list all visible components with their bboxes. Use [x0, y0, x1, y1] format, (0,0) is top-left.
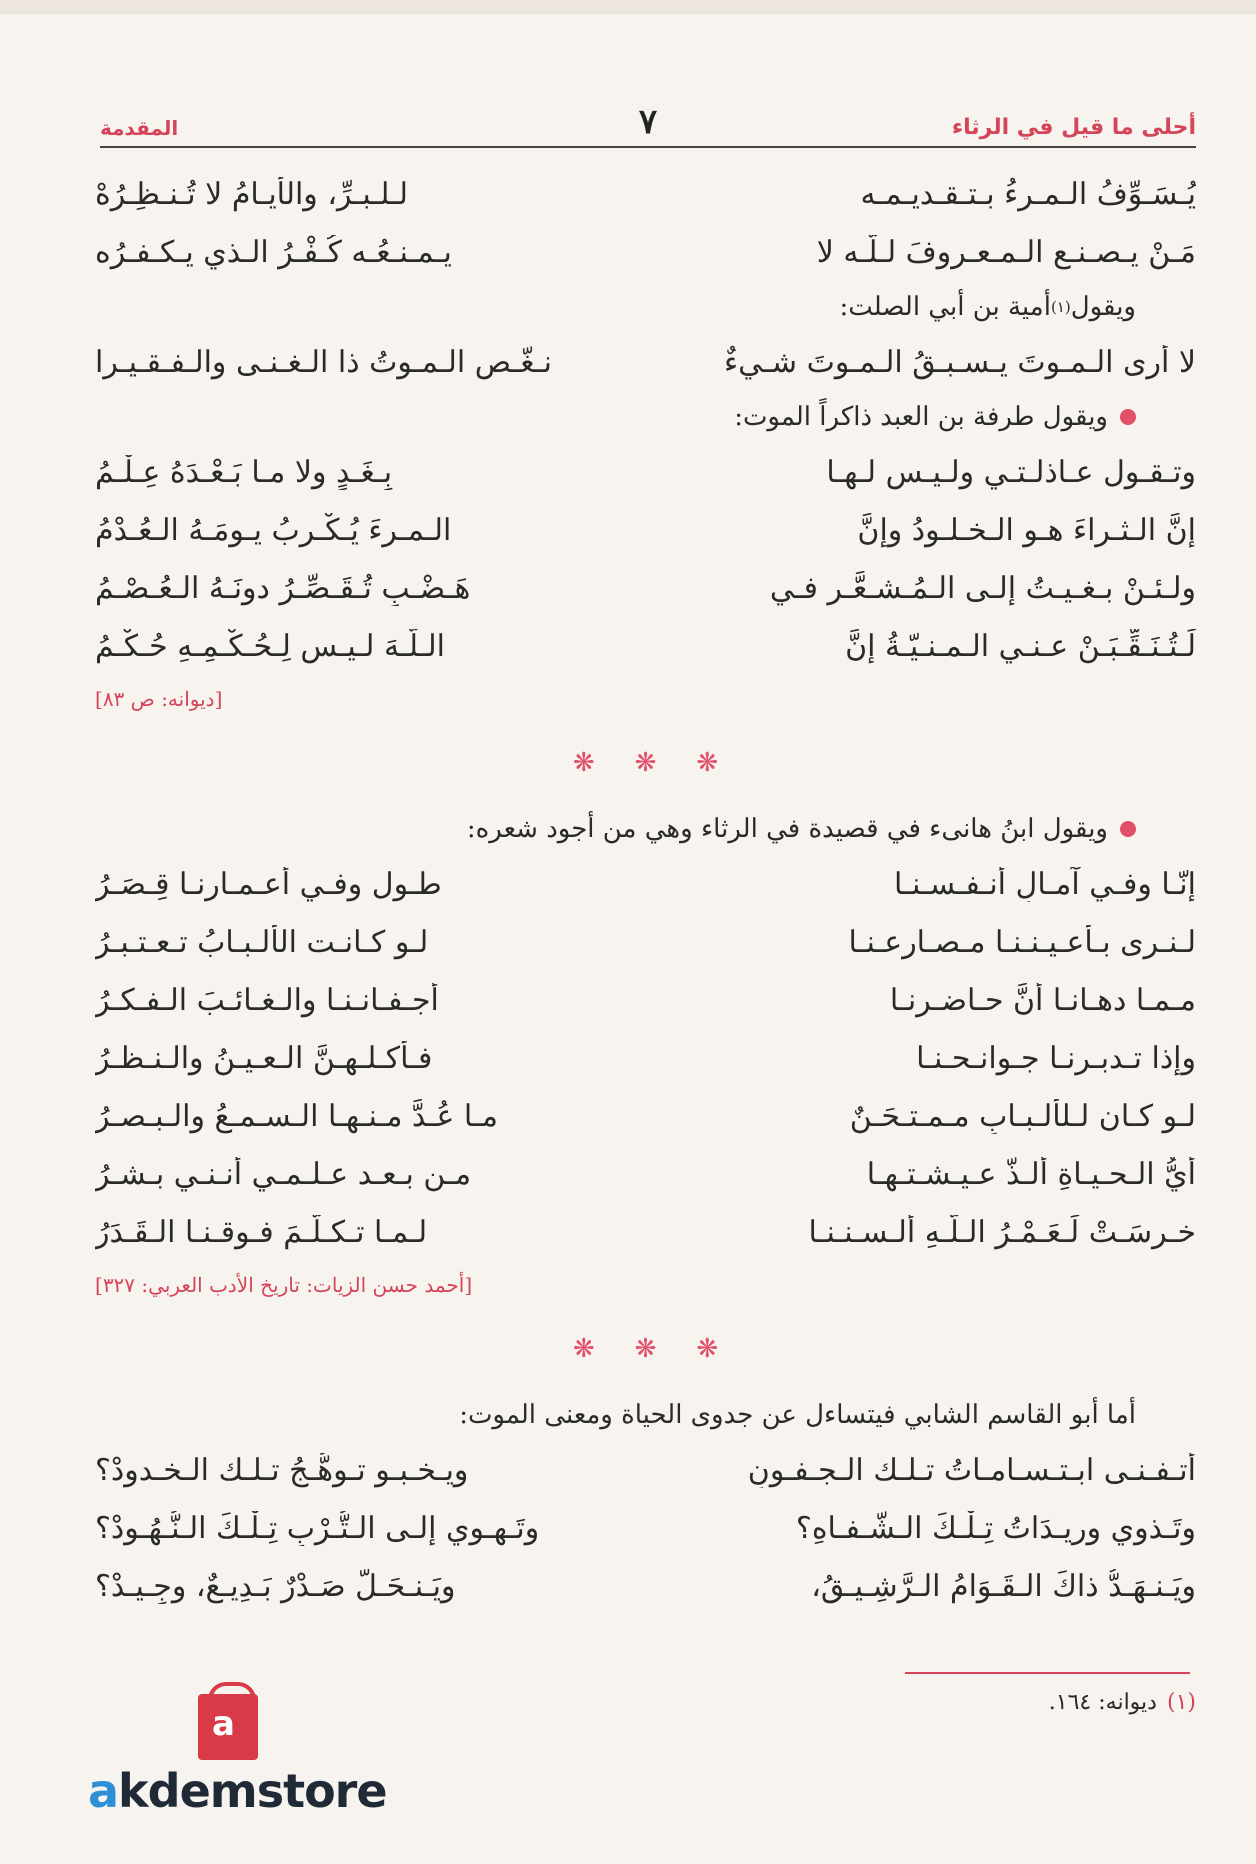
intro-tarafa	[95, 391, 1196, 443]
verse-line	[95, 1029, 1196, 1087]
hemistich-first: مـمـا دهـانـا أنَّ حـاضـرنـا	[889, 982, 1196, 1018]
hemistich-second: نـغّـص الـمـوتُ ذا الـغـنـى والـفـقـيـرا	[95, 344, 552, 380]
verse-line	[95, 333, 1196, 391]
verse-line	[95, 223, 1196, 281]
star-icon: ❋	[696, 1334, 719, 1364]
intro-umayya	[95, 281, 1196, 333]
hemistich-first: مَـنْ يـصـنـع الـمـعـروفَ لـلَّـه لا	[816, 234, 1196, 270]
hemistich-first: أيُّ الـحـيـاةِ ألـذُّ عـيـشـتـهـا	[866, 1156, 1196, 1192]
verse-line	[95, 559, 1196, 617]
hemistich-first: لَـتُـنَـقِّـبَـنْ عـنـي الـمـنـيّـةُ إنَّ	[845, 628, 1196, 664]
intro-text: ويقول طرفة بن العبد ذاكراً الموت:	[734, 402, 1108, 432]
verse-line	[95, 617, 1196, 675]
intro-text-rest: أمية بن أبي الصلت:	[839, 292, 1051, 322]
verse-line	[95, 501, 1196, 559]
logo-wordmark	[88, 1764, 387, 1818]
hemistich-second: الـلَّـهَ لـيـس لِـحُـكْـمِـهِ حُـكْـمُ	[95, 628, 446, 664]
star-icon: ❋	[696, 748, 719, 778]
verse-group-1	[95, 165, 1196, 281]
star-icon: ❋	[572, 748, 595, 778]
verse-line	[95, 443, 1196, 501]
hemistich-first: ويَـنـهَـدُّ ذاكَ الـقَـوَامُ الـرَّشِـيـقُ،	[811, 1568, 1196, 1604]
verse-line	[95, 971, 1196, 1029]
star-icon: ❋	[572, 1334, 595, 1364]
hemistich-second: هَـضْـبٍ تُـقَـصِّـرُ دونَـهُ الـعُـصْـمُ	[95, 570, 471, 606]
bullet-icon	[1120, 409, 1136, 425]
logo-rest: kdemstore	[118, 1764, 387, 1818]
hemistich-first: أتـفـنـى ابـتـسـامـاتُ تـلـك الـجـفـونِ	[747, 1452, 1196, 1488]
intro-ibn-hani	[95, 803, 1196, 855]
page-number: ٧	[638, 102, 658, 142]
footnote-ref[interactable]: (١)	[1050, 298, 1071, 316]
hemistich-first: لا أرى الـمـوتَ يـسـبـقُ الـمـوتَ شـيءٌ	[724, 344, 1196, 380]
hemistich-second: بِـغَـدٍ ولا مـا بَـعْـدَهُ عِـلْـمُ	[95, 454, 393, 490]
footnote-rule	[905, 1672, 1190, 1674]
hemistich-first: يُـسَـوِّفُ الـمـرءُ بـتـقـديـمـه	[860, 176, 1196, 212]
hemistich-second: يـمـنـعُـه كُـفْـرُ الـذي يـكـفـرُه	[95, 234, 452, 270]
verse-line	[95, 1441, 1196, 1499]
verse-line	[95, 1203, 1196, 1261]
logo-prefix: a	[88, 1764, 119, 1818]
footnote-number: (١)	[1166, 1690, 1196, 1715]
hemistich-second: ويـخـبـو تـوهُّـجُ تـلـك الـخـدودْ؟	[95, 1452, 469, 1488]
section-divider	[95, 723, 1196, 803]
hemistich-second: فـأكـلـهـنَّ الـعـيـنُ والـنـظـرُ	[95, 1040, 433, 1076]
hemistich-first: إنّـا وفـي آمـالِ أنـفـسـنـا	[894, 866, 1196, 902]
hemistich-first: ولـئـنْ بـغـيـتُ إلـى الـمُـشـعَّـرِ فـي	[769, 570, 1196, 606]
hemistich-second: ويَـنـحَـلُّ صَـدْرٌ بَـدِيـعٌ، وجِـيـدْ؟	[95, 1568, 456, 1604]
verse-line	[95, 1087, 1196, 1145]
hemistich-second: الـمـرءَ يُـكْـرِبُ يـومَـهُ الـعُـدْمُ	[95, 512, 452, 548]
intro-text: ويقول ابنُ هانىء في قصيدة في الرثاء وهي من أجود شعره:	[466, 814, 1108, 844]
hemistich-second: مـن بـعـد عـلـمـي أنـنـي بـشـرُ	[95, 1156, 472, 1192]
hemistich-second: لـمـا تـكـلَّـمَ فـوقـنـا الـقَـدَرُ	[95, 1214, 428, 1250]
verse-group-2	[95, 333, 1196, 391]
verse-group-4	[95, 855, 1196, 1261]
hemistich-first: لـنـرى بـأعـيـنـنـا مـصـارعـنـا	[848, 924, 1196, 960]
chapter-title: المقدمة	[100, 116, 179, 140]
hemistich-second: لـلـبـرِّ، والأيـامُ لا تُـنـظِـرُهْ	[95, 176, 409, 212]
verse-line	[95, 913, 1196, 971]
intro-shabbi	[95, 1389, 1196, 1441]
hemistich-second: طـول وفـي أعـمـارِنـا قِـصَـرُ	[95, 866, 442, 902]
page-top-edge	[0, 0, 1256, 14]
book-bag-icon	[198, 1694, 258, 1760]
book-title: أحلى ما قيل في الرثاء	[951, 115, 1196, 140]
hemistich-second: أجـفـانـنـا والـغـائـبَ الـفـكـرُ	[95, 982, 439, 1018]
hemistich-first: لـو كـان لـلألـبـابِ مـمـتـحَـنٌ	[849, 1098, 1196, 1134]
hemistich-second: مـا عُـدَّ مـنـهـا الـسـمـعُ والـبـصـرُ	[95, 1098, 498, 1134]
verse-group-3	[95, 443, 1196, 675]
intro-text: أما أبو القاسم الشابي فيتساءل عن جدوى الحياة ومعنى الموت:	[459, 1400, 1136, 1430]
store-watermark-logo	[88, 1694, 388, 1824]
page-body	[95, 165, 1196, 1615]
verse-line	[95, 1499, 1196, 1557]
intro-text: ويقول	[1070, 292, 1136, 322]
hemistich-first: وتَـذوي وريـدَاتُ تِـلْـكَ الـشّـفـاهِ؟	[795, 1510, 1196, 1546]
hemistich-second: لـو كـانـت الألـبـابُ تـعـتـبـرُ	[95, 924, 429, 960]
hemistich-first: وتـقـول عـاذلـتـي ولـيـس لـهـا	[826, 454, 1196, 490]
logo-badge-letter: a	[212, 1704, 235, 1744]
verse-line	[95, 1145, 1196, 1203]
footnote-text: ديوانه: ١٦٤.	[1048, 1690, 1157, 1715]
hemistich-first: وإذا تـدبـرنـا جـوانـحـنـا	[916, 1040, 1196, 1076]
bullet-icon	[1120, 821, 1136, 837]
hemistich-first: خـرِسَـتْ لَـعَـمْـرُ الـلَّـهِ ألـسـنـنـا	[808, 1214, 1196, 1250]
footnote	[1049, 1690, 1196, 1715]
star-icon: ❋	[634, 1334, 657, 1364]
verse-line	[95, 855, 1196, 913]
running-header	[100, 90, 1196, 148]
source-citation: [أحمد حسن الزيات: تاريخ الأدب العربي: ٣٢٧]	[95, 1273, 473, 1297]
verse-line	[95, 165, 1196, 223]
source-citation: [ديوانه: ص ٨٣]	[95, 687, 223, 711]
verse-group-5	[95, 1441, 1196, 1615]
hemistich-second: وتَـهـوِي إلـى الـتُّـرْبِ تِـلْـكَ الـنُّـهُـودْ؟	[95, 1510, 540, 1546]
section-divider	[95, 1309, 1196, 1389]
star-icon: ❋	[634, 748, 657, 778]
verse-line	[95, 1557, 1196, 1615]
hemistich-first: إنَّ الـثـراءَ هـو الـخـلـودُ وإنَّ	[857, 512, 1196, 548]
